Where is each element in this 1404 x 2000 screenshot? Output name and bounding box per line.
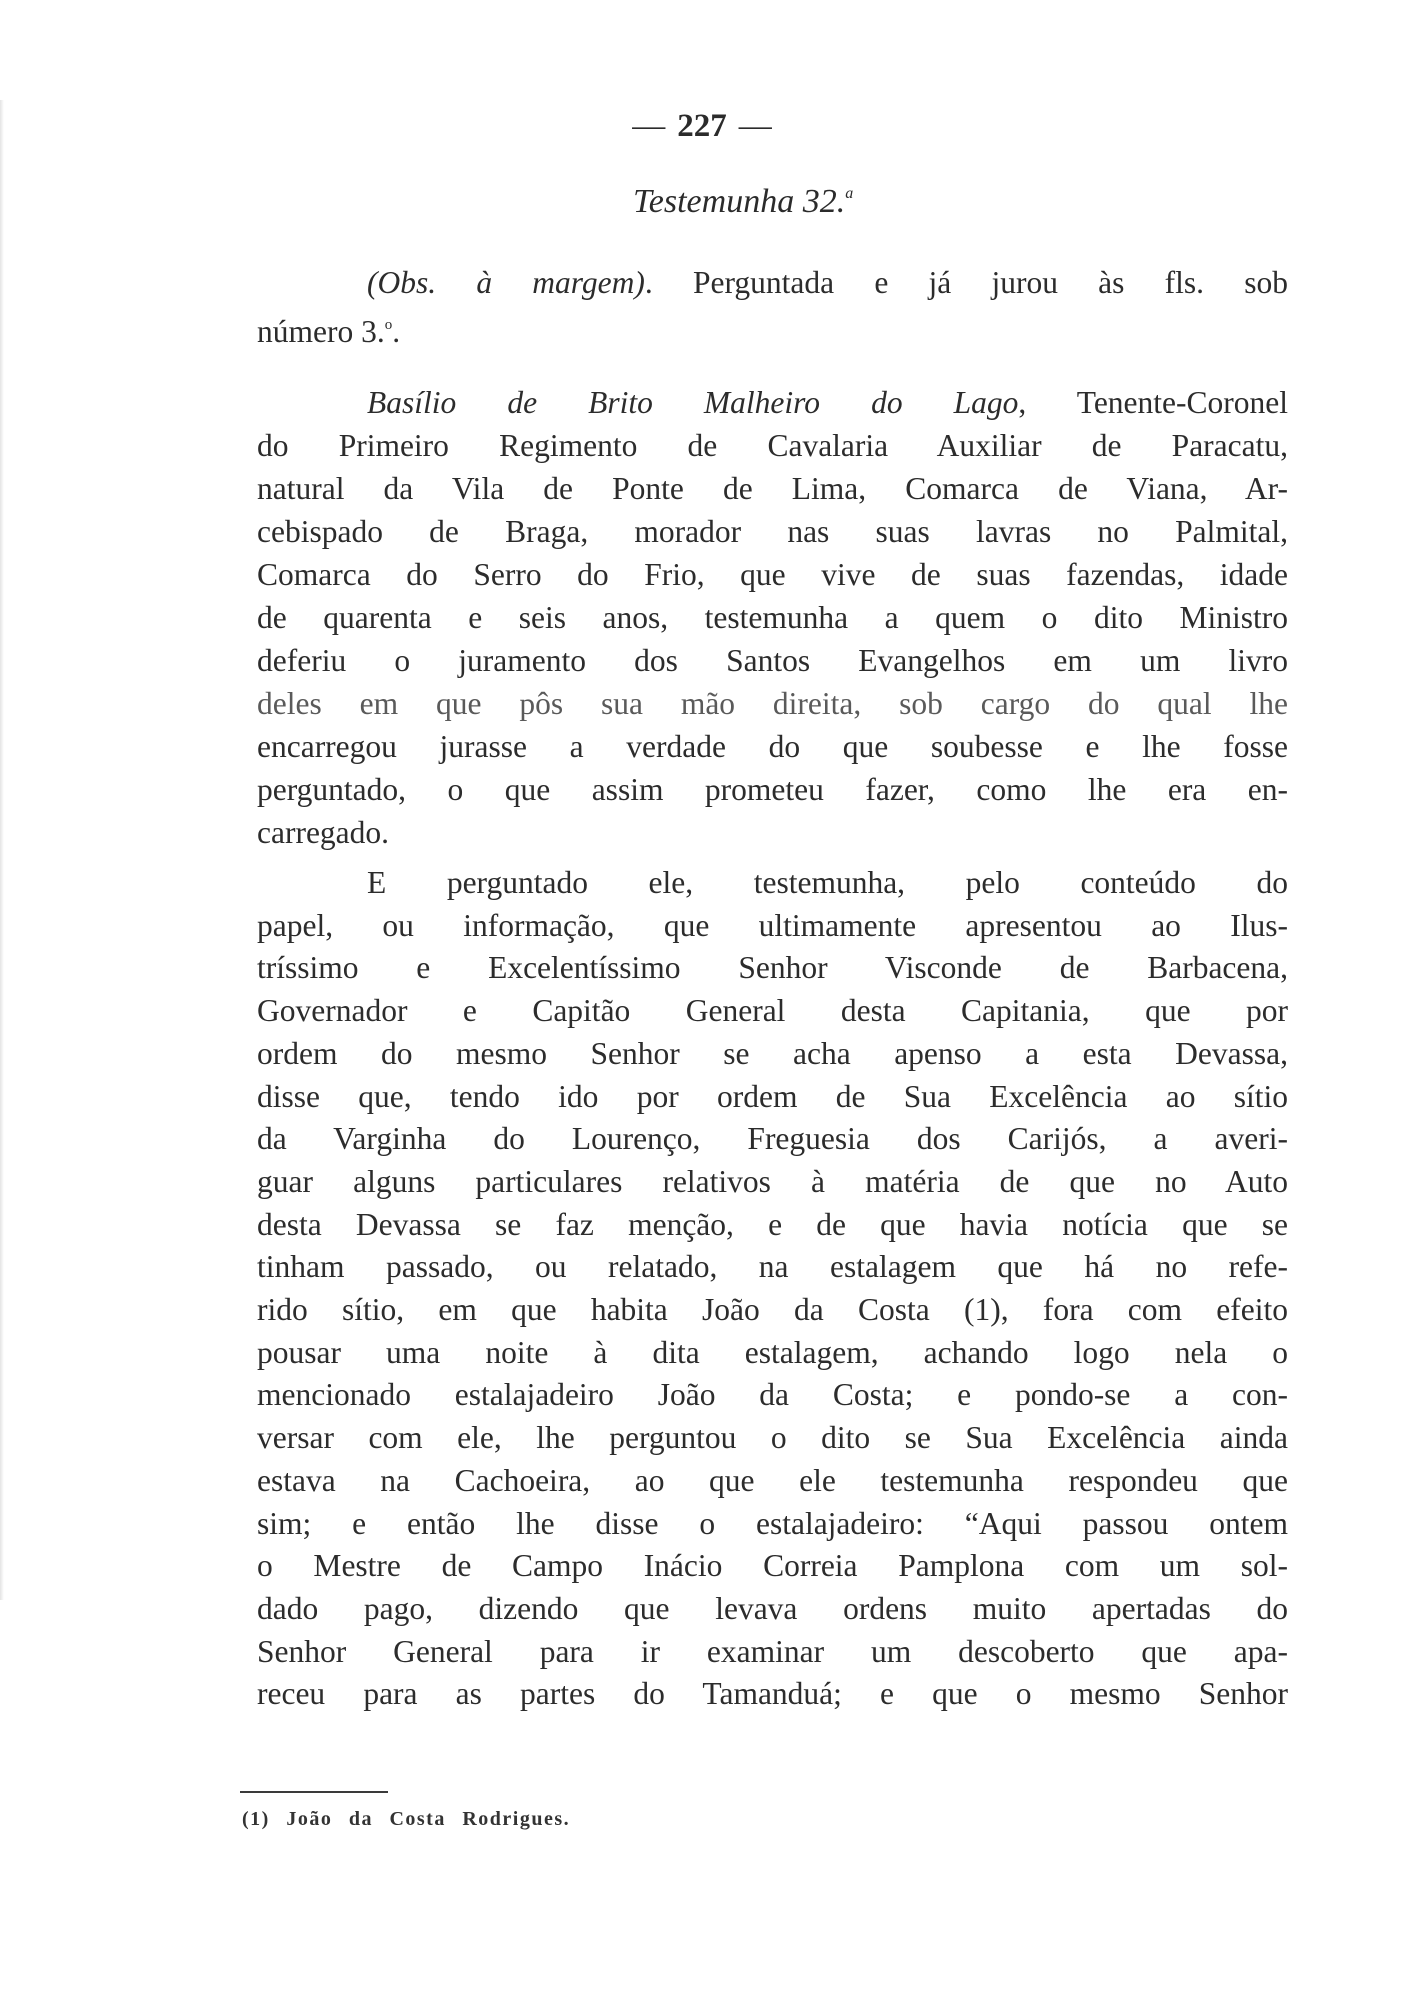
page-number-value: 227 bbox=[677, 108, 727, 144]
page-scan-edge bbox=[0, 100, 4, 1600]
text-line: receu para as partes do Tamanduá; e que o mesmo Senhor bbox=[257, 1676, 1288, 1712]
footnote-text: João da Costa Rodrigues. bbox=[286, 1808, 571, 1830]
text-line: tinham passado, ou relatado, na estalagem que há no refe- bbox=[257, 1249, 1288, 1285]
witness-name-italic: Basílio de Brito Malheiro do Lago bbox=[367, 385, 1019, 420]
line-text: número 3. bbox=[257, 314, 385, 349]
text-line: perguntado, o que assim prometeu fazer, como lhe era en- bbox=[257, 772, 1288, 807]
text-line: Comarca do Serro do Frio, que vive de suas fazendas, idade bbox=[257, 557, 1288, 592]
text-line: encarregou jurasse a verdade do que soubesse e lhe fosse bbox=[257, 729, 1288, 764]
line-text: , Tenente-Coronel bbox=[1018, 385, 1288, 420]
text-line bbox=[367, 382, 1288, 424]
text-line: versar com ele, lhe perguntou o dito se Sua Excelência ainda bbox=[257, 1420, 1288, 1456]
text-line: rido sítio, em que habita João da Costa (1), fora com efeito bbox=[257, 1292, 1288, 1327]
section-title bbox=[633, 183, 853, 221]
line-text: . bbox=[392, 314, 401, 349]
text-line: desta Devassa se faz menção, e de que havia notícia que se bbox=[257, 1206, 1288, 1242]
ordinal-indicator: o bbox=[384, 317, 393, 333]
text-line: mencionado estalajadeiro João da Costa; e pondo-se a con- bbox=[257, 1377, 1288, 1413]
margin-note-italic: (Obs. à margem) bbox=[367, 265, 645, 300]
text-line: natural da Vila de Ponte de Lima, Comarca de Viana, Ar- bbox=[257, 471, 1288, 506]
text-line: deles em que pôs sua mão direita, sob cargo do qual lhe bbox=[257, 686, 1288, 721]
text-line: Senhor General para ir examinar um descoberto que apa- bbox=[257, 1633, 1288, 1669]
section-title-text: Testemunha 32. bbox=[633, 183, 846, 220]
text-line: cebispado de Braga, morador nas suas lavras no Palmital, bbox=[257, 514, 1288, 549]
text-line: estava na Cachoeira, ao que ele testemunha respondeu que bbox=[257, 1462, 1288, 1498]
line-text: . Perguntada e já jurou às fls. sob bbox=[644, 265, 1288, 300]
text-line: tríssimo e Excelentíssimo Senhor Visconde de Barbacena, bbox=[257, 950, 1288, 986]
text-line: da Varginha do Lourenço, Freguesia dos Carijós, a averi- bbox=[257, 1121, 1288, 1157]
text-line: guar alguns particulares relativos à matéria de que no Auto bbox=[257, 1163, 1288, 1199]
text-line bbox=[367, 262, 1288, 304]
text-line: o Mestre de Campo Inácio Correia Pamplona com um sol- bbox=[257, 1548, 1288, 1584]
text-line: papel, ou informação, que ultimamente apresentou ao Ilus- bbox=[257, 907, 1288, 943]
text-line: E perguntado ele, testemunha, pelo conteúdo do bbox=[367, 865, 1288, 900]
page-number-dash-left: — bbox=[632, 108, 666, 144]
text-line: disse que, tendo ido por ordem de Sua Excelência ao sítio bbox=[257, 1078, 1288, 1114]
page-number-dash-right: — bbox=[738, 108, 772, 144]
text-line bbox=[257, 304, 1288, 349]
text-line: sim; e então lhe disse o estalajadeiro: “Aqui passou ontem bbox=[257, 1505, 1288, 1541]
footnote-divider bbox=[240, 1791, 388, 1793]
text-line: de quarenta e seis anos, testemunha a quem o dito Ministro bbox=[257, 600, 1288, 635]
page-number bbox=[0, 108, 1404, 145]
text-line: do Primeiro Regimento de Cavalaria Auxiliar de Paracatu, bbox=[257, 428, 1288, 463]
section-title-ordinal: a bbox=[845, 185, 854, 202]
footnote-marker: (1) bbox=[242, 1808, 270, 1830]
text-line: pousar uma noite à dita estalagem, achando logo nela o bbox=[257, 1334, 1288, 1370]
text-line: dado pago, dizendo que levava ordens muito apertadas do bbox=[257, 1590, 1288, 1626]
text-line: Governador e Capitão General desta Capitania, que por bbox=[257, 993, 1288, 1029]
text-line: ordem do mesmo Senhor se acha apenso a esta Devassa, bbox=[257, 1035, 1288, 1071]
text-line: carregado. bbox=[257, 815, 390, 850]
text-line: deferiu o juramento dos Santos Evangelhos em um livro bbox=[257, 643, 1288, 678]
footnote bbox=[242, 1808, 570, 1831]
